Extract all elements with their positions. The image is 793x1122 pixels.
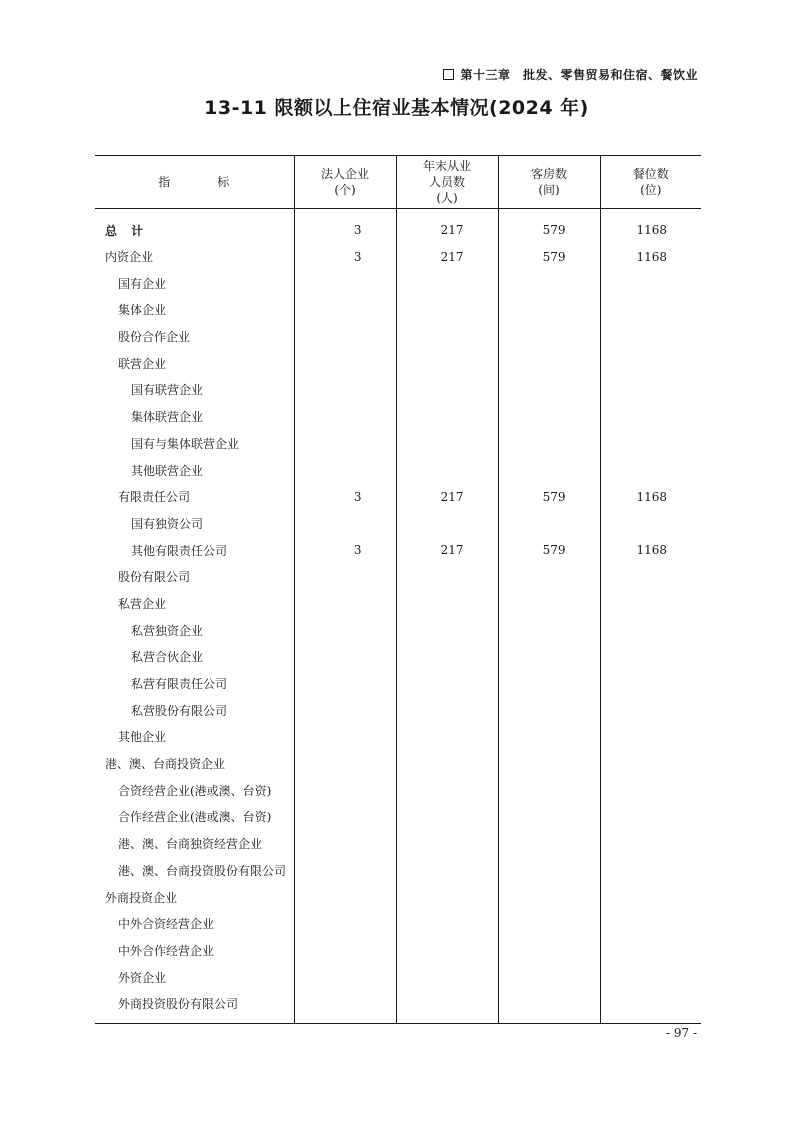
- table-row: [95, 644, 701, 671]
- row-label: 集体企业: [118, 303, 167, 318]
- statistics-table: [95, 155, 701, 1024]
- cell-rooms: [498, 724, 600, 751]
- row-label: 私营合伙企业: [131, 650, 204, 665]
- column-header-legal-entities-label: 法人企业: [320, 167, 369, 181]
- row-label: 国有独资公司: [131, 516, 204, 531]
- cell-legal-entities: 3: [294, 209, 396, 244]
- cell-legal-entities: [294, 644, 396, 671]
- table-row: [95, 617, 701, 644]
- cell-seats: [600, 964, 701, 991]
- cell-employees: [396, 590, 498, 617]
- cell-rooms: 579: [498, 243, 600, 270]
- table-row: [95, 403, 701, 430]
- cell-seats: [600, 590, 701, 617]
- cell-legal-entities: [294, 403, 396, 430]
- cell-legal-entities: [294, 964, 396, 991]
- cell-seats: [600, 350, 701, 377]
- row-label: 私营有限责任公司: [131, 677, 228, 692]
- cell-legal-entities: [294, 830, 396, 857]
- cell-legal-entities: [294, 724, 396, 751]
- cell-seats: [600, 830, 701, 857]
- cell-employees: [396, 270, 498, 297]
- cell-legal-entities: [294, 884, 396, 911]
- row-label: 合作经营企业(港或澳、台资): [118, 810, 272, 825]
- cell-legal-entities: [294, 697, 396, 724]
- cell-employees: 217: [396, 483, 498, 510]
- cell-seats: [600, 910, 701, 937]
- cell-legal-entities: 3: [294, 537, 396, 564]
- cell-legal-entities: [294, 617, 396, 644]
- cell-legal-entities: [294, 937, 396, 964]
- table-row: [95, 857, 701, 884]
- table-row: [95, 323, 701, 350]
- row-label: 其他有限责任公司: [131, 543, 228, 558]
- row-label: 私营企业: [118, 596, 167, 611]
- cell-employees: [396, 804, 498, 831]
- row-label: 股份有限公司: [118, 570, 191, 585]
- row-label: 外商投资股份有限公司: [118, 997, 239, 1012]
- cell-employees: 217: [396, 243, 498, 270]
- row-label: 港、澳、台商投资企业: [105, 757, 226, 772]
- cell-employees: [396, 990, 498, 1023]
- cell-seats: [600, 430, 701, 457]
- cell-rooms: [498, 350, 600, 377]
- cell-rooms: [498, 670, 600, 697]
- table-row: [95, 350, 701, 377]
- row-label: 港、澳、台商投资股份有限公司: [118, 863, 287, 878]
- cell-employees: [396, 830, 498, 857]
- cell-seats: [600, 270, 701, 297]
- row-label: 合资经营企业(港或澳、台资): [118, 783, 272, 798]
- cell-rooms: [498, 830, 600, 857]
- cell-seats: [600, 403, 701, 430]
- cell-rooms: 579: [498, 209, 600, 244]
- cell-legal-entities: [294, 777, 396, 804]
- cell-rooms: [498, 510, 600, 537]
- cell-rooms: 579: [498, 483, 600, 510]
- cell-legal-entities: [294, 670, 396, 697]
- page-title: 13-11 限额以上住宿业基本情况(2024 年): [204, 97, 589, 119]
- cell-employees: [396, 937, 498, 964]
- table-row: [95, 377, 701, 404]
- column-header-seats-unit: (位): [640, 183, 662, 197]
- row-label: 中外合资经营企业: [118, 917, 215, 932]
- table-row: [95, 270, 701, 297]
- column-header-rooms: [498, 156, 600, 209]
- table-row: [95, 724, 701, 751]
- column-header-employees-label1: 年末从业: [422, 159, 471, 173]
- row-label: 中外合作经营企业: [118, 943, 215, 958]
- cell-rooms: [498, 804, 600, 831]
- cell-seats: 1168: [600, 243, 701, 270]
- cell-rooms: [498, 964, 600, 991]
- chapter-header: [443, 66, 698, 83]
- chapter-title: 第十三章 批发、零售贸易和住宿、餐饮业: [460, 68, 698, 82]
- row-label: 有限责任公司: [118, 490, 191, 505]
- cell-rooms: 579: [498, 537, 600, 564]
- cell-rooms: [498, 403, 600, 430]
- cell-rooms: [498, 644, 600, 671]
- table-row: [95, 510, 701, 537]
- column-header-rooms-label: 客房数: [530, 167, 567, 181]
- column-header-seats-label: 餐位数: [632, 167, 669, 181]
- cell-legal-entities: 3: [294, 483, 396, 510]
- cell-rooms: [498, 323, 600, 350]
- table-row: [95, 964, 701, 991]
- column-header-employees-unit: (人): [436, 191, 458, 205]
- table-row: [95, 990, 701, 1023]
- column-header-seats: [600, 156, 701, 209]
- cell-legal-entities: [294, 297, 396, 324]
- cell-seats: [600, 724, 701, 751]
- table-row: [95, 804, 701, 831]
- chapter-square-icon: [443, 69, 454, 80]
- table-row: [95, 937, 701, 964]
- cell-seats: [600, 990, 701, 1023]
- table-row: [95, 590, 701, 617]
- cell-rooms: [498, 430, 600, 457]
- column-header-employees-label2: 人员数: [428, 175, 465, 189]
- cell-seats: [600, 297, 701, 324]
- cell-seats: 1168: [600, 209, 701, 244]
- cell-seats: [600, 377, 701, 404]
- row-label: 内资企业: [105, 250, 154, 265]
- column-header-indicator: [95, 156, 294, 209]
- table-row: [95, 563, 701, 590]
- table-row: [95, 483, 701, 510]
- cell-employees: [396, 750, 498, 777]
- cell-rooms: [498, 750, 600, 777]
- cell-legal-entities: [294, 910, 396, 937]
- cell-legal-entities: [294, 430, 396, 457]
- statistics-table-wrapper: [95, 155, 701, 1024]
- cell-seats: [600, 857, 701, 884]
- cell-employees: [396, 857, 498, 884]
- cell-employees: [396, 323, 498, 350]
- table-row: [95, 430, 701, 457]
- cell-rooms: [498, 377, 600, 404]
- cell-employees: 217: [396, 209, 498, 244]
- cell-legal-entities: [294, 350, 396, 377]
- row-label: 私营股份有限公司: [131, 703, 228, 718]
- cell-rooms: [498, 937, 600, 964]
- cell-legal-entities: [294, 750, 396, 777]
- cell-rooms: [498, 270, 600, 297]
- cell-seats: [600, 884, 701, 911]
- table-row-total: [95, 209, 701, 244]
- table-row: [95, 910, 701, 937]
- table-row: [95, 457, 701, 484]
- column-header-indicator-part1: 指: [158, 175, 172, 189]
- column-header-legal-entities: [294, 156, 396, 209]
- header-row: [95, 156, 701, 209]
- cell-employees: [396, 297, 498, 324]
- cell-legal-entities: [294, 990, 396, 1023]
- cell-employees: [396, 430, 498, 457]
- cell-employees: [396, 724, 498, 751]
- cell-legal-entities: [294, 857, 396, 884]
- cell-rooms: [498, 590, 600, 617]
- column-header-rooms-unit: (间): [538, 183, 560, 197]
- table-row: [95, 297, 701, 324]
- cell-rooms: [498, 697, 600, 724]
- row-label: 国有联营企业: [131, 383, 204, 398]
- table-row: [95, 537, 701, 564]
- cell-legal-entities: [294, 804, 396, 831]
- row-label: 私营独资企业: [131, 623, 204, 638]
- cell-employees: [396, 403, 498, 430]
- cell-employees: [396, 617, 498, 644]
- table-row: [95, 884, 701, 911]
- cell-legal-entities: [294, 270, 396, 297]
- cell-seats: [600, 457, 701, 484]
- row-label: 港、澳、台商独资经营企业: [118, 837, 263, 852]
- cell-legal-entities: [294, 457, 396, 484]
- row-label: 总 计: [105, 223, 149, 238]
- cell-legal-entities: 3: [294, 243, 396, 270]
- cell-seats: 1168: [600, 537, 701, 564]
- table-row: [95, 670, 701, 697]
- cell-employees: [396, 350, 498, 377]
- row-label: 股份合作企业: [118, 330, 191, 345]
- row-label: 其他联营企业: [131, 463, 204, 478]
- table-row: [95, 830, 701, 857]
- cell-rooms: [498, 563, 600, 590]
- cell-seats: 1168: [600, 483, 701, 510]
- cell-employees: [396, 457, 498, 484]
- cell-seats: [600, 697, 701, 724]
- cell-employees: [396, 884, 498, 911]
- table-body: [95, 209, 701, 1024]
- cell-seats: [600, 937, 701, 964]
- cell-employees: [396, 670, 498, 697]
- cell-employees: [396, 510, 498, 537]
- cell-legal-entities: [294, 377, 396, 404]
- cell-seats: [600, 777, 701, 804]
- cell-employees: [396, 377, 498, 404]
- cell-rooms: [498, 777, 600, 804]
- cell-rooms: [498, 910, 600, 937]
- column-header-employees: [396, 156, 498, 209]
- cell-employees: [396, 964, 498, 991]
- cell-seats: [600, 750, 701, 777]
- cell-seats: [600, 804, 701, 831]
- column-header-legal-entities-unit: (个): [334, 183, 356, 197]
- table-row: [95, 750, 701, 777]
- cell-employees: [396, 644, 498, 671]
- cell-rooms: [498, 857, 600, 884]
- row-label: 其他企业: [118, 730, 167, 745]
- cell-rooms: [498, 884, 600, 911]
- cell-employees: 217: [396, 537, 498, 564]
- cell-rooms: [498, 990, 600, 1023]
- row-label: 外商投资企业: [105, 890, 178, 905]
- row-label: 国有企业: [118, 276, 167, 291]
- cell-legal-entities: [294, 323, 396, 350]
- row-label: 集体联营企业: [131, 410, 204, 425]
- column-header-indicator-part2: 标: [217, 175, 231, 189]
- table-row: [95, 777, 701, 804]
- cell-legal-entities: [294, 563, 396, 590]
- cell-employees: [396, 697, 498, 724]
- cell-employees: [396, 563, 498, 590]
- cell-employees: [396, 910, 498, 937]
- cell-employees: [396, 777, 498, 804]
- table-header: [95, 156, 701, 209]
- cell-seats: [600, 323, 701, 350]
- cell-rooms: [498, 617, 600, 644]
- cell-rooms: [498, 297, 600, 324]
- cell-seats: [600, 617, 701, 644]
- table-row: [95, 697, 701, 724]
- cell-seats: [600, 510, 701, 537]
- cell-seats: [600, 563, 701, 590]
- cell-rooms: [498, 457, 600, 484]
- row-label: 国有与集体联营企业: [131, 436, 240, 451]
- table-row: [95, 243, 701, 270]
- cell-seats: [600, 670, 701, 697]
- row-label: 外资企业: [118, 970, 167, 985]
- cell-legal-entities: [294, 590, 396, 617]
- page-number: - 97 -: [665, 1026, 697, 1040]
- cell-legal-entities: [294, 510, 396, 537]
- row-label: 联营企业: [118, 356, 167, 371]
- cell-seats: [600, 644, 701, 671]
